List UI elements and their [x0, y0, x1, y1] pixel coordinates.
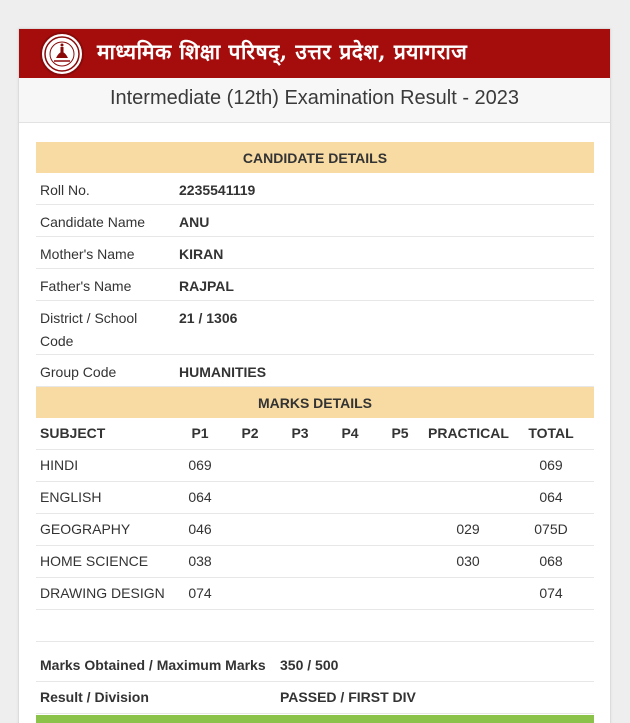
p1-cell: 038: [188, 553, 212, 569]
group-code-label: Group Code: [40, 364, 117, 380]
roll-no-label: Roll No.: [40, 182, 90, 198]
district-school-label: District / School Code: [40, 310, 138, 349]
candidate-row-father: [36, 269, 594, 301]
table-row: [36, 450, 594, 482]
total-cell: 069: [539, 457, 563, 473]
candidate-details-header: CANDIDATE DETAILS: [36, 142, 594, 173]
table-row: [36, 578, 594, 610]
group-code-value: HUMANITIES: [179, 364, 267, 380]
p1-cell: 069: [188, 457, 212, 473]
result-status-bar: [36, 715, 594, 723]
table-row-empty: [36, 610, 594, 642]
total-cell: 075D: [534, 521, 568, 537]
candidate-row-name: [36, 205, 594, 237]
candidate-row-group-code: [36, 355, 594, 387]
candidate-row-district-school: [36, 301, 594, 355]
column-header-p5: P5: [391, 425, 409, 441]
practical-cell: 030: [456, 553, 480, 569]
column-header-p3: P3: [291, 425, 309, 441]
result-division-row: [36, 682, 594, 714]
candidate-row-roll-no: [36, 173, 594, 205]
table-row: [36, 482, 594, 514]
column-header-total: TOTAL: [528, 425, 574, 441]
father-name-value: RAJPAL: [179, 278, 234, 294]
exam-title: Intermediate (12th) Examination Result - 2023: [19, 78, 610, 123]
candidate-name-label: Candidate Name: [40, 214, 146, 230]
column-header-p4: P4: [341, 425, 359, 441]
column-header-subject: SUBJECT: [40, 425, 106, 441]
marks-obtained-row: [36, 650, 594, 682]
subject-cell: HINDI: [40, 457, 79, 473]
column-header-p2: P2: [241, 425, 259, 441]
district-school-value: 21 / 1306: [179, 310, 238, 326]
up-government-emblem-icon: [40, 32, 84, 76]
p1-cell: 074: [188, 585, 212, 601]
subject-cell: DRAWING DESIGN: [40, 585, 165, 601]
mother-name-value: KIRAN: [179, 246, 224, 262]
mother-name-label: Mother's Name: [40, 246, 135, 262]
p1-cell: 046: [188, 521, 212, 537]
table-row: [36, 546, 594, 578]
subject-cell: ENGLISH: [40, 489, 102, 505]
p1-cell: 064: [188, 489, 212, 505]
marks-obtained-label: Marks Obtained / Maximum Marks: [40, 657, 266, 673]
board-banner: [19, 29, 610, 78]
practical-cell: 029: [456, 521, 480, 537]
result-division-label: Result / Division: [40, 689, 149, 705]
marks-obtained-value: 350 / 500: [280, 657, 339, 673]
marks-table-header: [36, 418, 594, 450]
board-name: माध्यमिक शिक्षा परिषद्, उत्तर प्रदेश, प्रयागराज: [97, 39, 468, 64]
subject-cell: GEOGRAPHY: [40, 521, 131, 537]
column-header-p1: P1: [191, 425, 209, 441]
table-row: [36, 514, 594, 546]
candidate-name-value: ANU: [179, 214, 210, 230]
result-card: [18, 28, 611, 723]
father-name-label: Father's Name: [40, 278, 132, 294]
marks-details-header: MARKS DETAILS: [36, 387, 594, 418]
candidate-row-mother: [36, 237, 594, 269]
total-cell: 064: [539, 489, 563, 505]
total-cell: 074: [539, 585, 563, 601]
total-cell: 068: [539, 553, 563, 569]
roll-no-value: 2235541119: [179, 182, 256, 198]
subject-cell: HOME SCIENCE: [40, 553, 149, 569]
column-header-practical: PRACTICAL: [428, 425, 509, 441]
result-division-value: PASSED / FIRST DIV: [280, 689, 416, 705]
